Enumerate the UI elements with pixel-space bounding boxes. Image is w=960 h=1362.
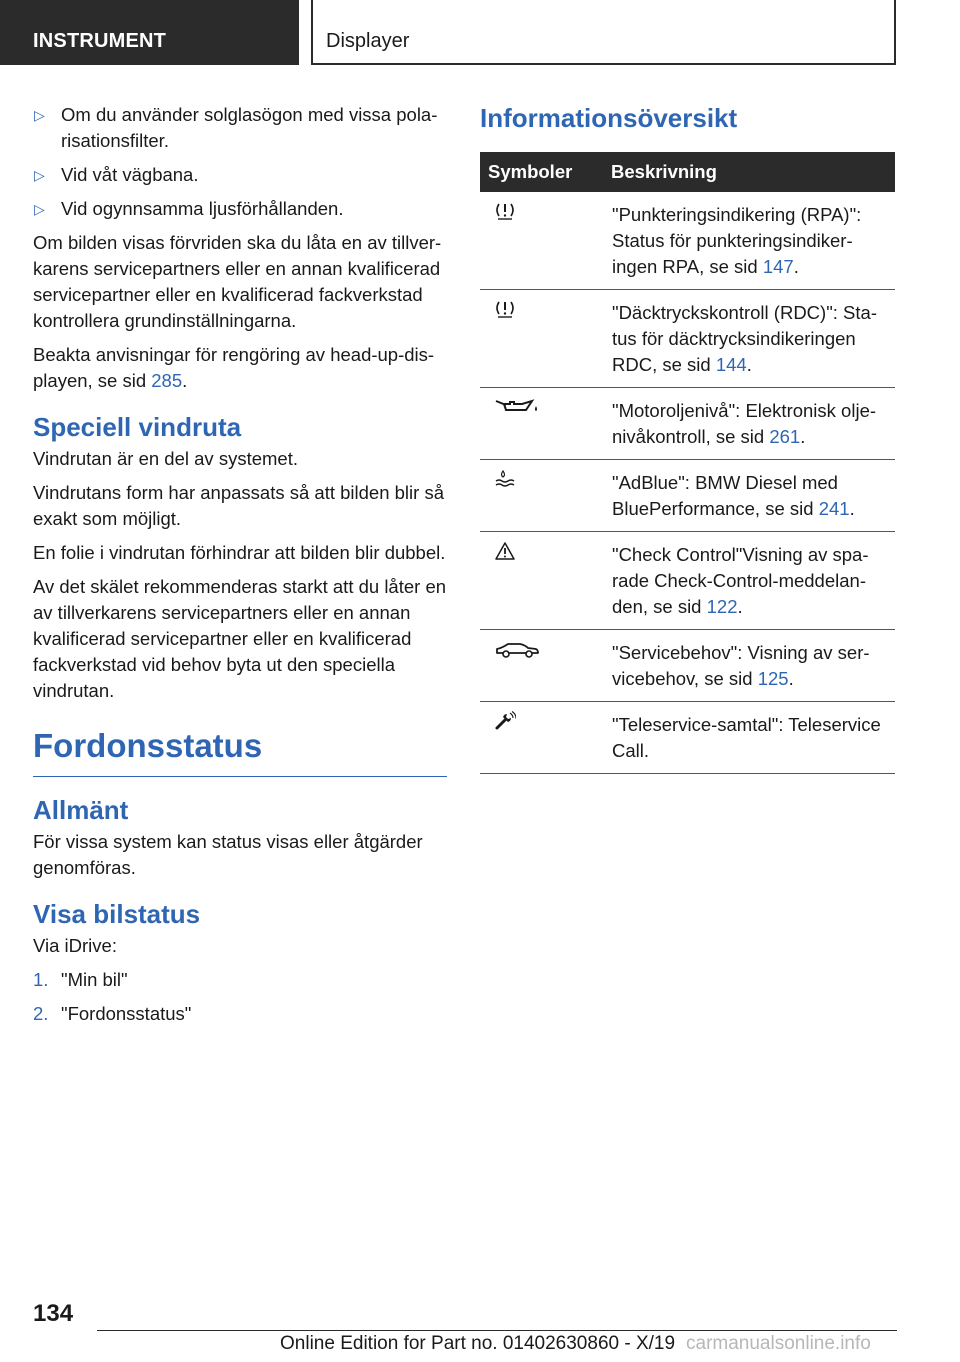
oil-can-icon xyxy=(494,400,540,421)
list-item: ▷ Om du använder solglasögon med vissa polarisationsfilter. xyxy=(34,104,438,151)
heading-fordonsstatus: Fordonsstatus xyxy=(33,726,447,777)
section-title: INSTRUMENT xyxy=(33,30,167,52)
column-header-symbols: Symboler xyxy=(480,152,603,192)
page-link[interactable]: 147 xyxy=(762,256,794,277)
list-item: ▷ Vid ogynnsamma ljusförhållanden. xyxy=(33,196,447,222)
step-text: "Fordonsstatus" xyxy=(61,1003,192,1024)
tire-pressure-warning-icon xyxy=(494,302,516,323)
step-item xyxy=(33,1001,447,1027)
step-number: 1. xyxy=(33,969,49,990)
heading-visa-bilstatus: Visa bilstatus xyxy=(33,899,201,929)
footer-divider xyxy=(97,1330,897,1331)
page-link[interactable]: 144 xyxy=(715,354,747,375)
table-row: "Check Control"Visning av sparade Check-Control-meddelanden, se sid 122. xyxy=(480,532,895,630)
heading-allmant: Allmänt xyxy=(33,795,129,825)
paragraph: Om bilden visas förvriden ska du låta en av tillverkarens servicepartners eller en annan kvalificerad servicepartner eller en kvalificerad fackverkstad kontrollera grundinställningarna. xyxy=(33,232,442,331)
triangle-bullet-icon: ▷ xyxy=(34,201,45,217)
parking-warning-icon xyxy=(494,204,516,225)
page-link[interactable]: 241 xyxy=(818,498,850,519)
list-item: ▷ Vid våt vägbana. xyxy=(33,162,447,188)
paragraph: Beakta anvisningar för rengöring av head-up-displayen, se sid 285. xyxy=(33,344,435,391)
paragraph: För vissa system kan status visas eller åtgärder genomföras. xyxy=(33,831,423,878)
left-column xyxy=(33,102,447,1035)
table-row: "Teleservice-samtal": Teleservice Call. xyxy=(480,702,895,774)
column-header-description: Beskrivning xyxy=(603,152,895,192)
page-link[interactable]: 261 xyxy=(769,426,801,447)
right-column xyxy=(480,100,895,774)
heading-speciell-vindruta: Speciell vindruta xyxy=(33,412,242,442)
edition-text: Online Edition for Part no. 01402630860 - X/19 xyxy=(280,1333,676,1354)
section-tab xyxy=(0,0,299,65)
table-row: "AdBlue": BMW Diesel med BluePerformance, se sid 241. xyxy=(480,460,895,532)
triangle-bullet-icon: ▷ xyxy=(34,107,45,123)
warning-triangle-icon xyxy=(494,544,516,565)
paragraph: Vindrutan är en del av systemet. xyxy=(33,448,298,469)
paragraph: Via iDrive: xyxy=(33,935,117,956)
table-row: "Däcktryckskontroll (RDC)": Status för däcktrycksindikeringen RDC, se sid 144. xyxy=(480,290,895,388)
step-number: 2. xyxy=(33,1003,49,1024)
wrench-signal-icon xyxy=(494,714,516,735)
paragraph: Vindrutans form har anpassats så att bilden blir så exakt som möjligt. xyxy=(33,482,444,529)
table-row: "Punkteringsindikering (RPA)": Status för punkteringsindikeringen RPA, se sid 147. xyxy=(480,192,895,290)
triangle-bullet-icon: ▷ xyxy=(34,167,45,183)
table-header xyxy=(480,152,895,192)
step-text: "Min bil" xyxy=(61,969,128,990)
page-link[interactable]: 122 xyxy=(706,596,738,617)
heading-informationsoversikt: Informationsöversikt xyxy=(480,103,738,133)
table-row: "Motoroljenivå": Elektronisk oljenivåkontroll, se sid 261. xyxy=(480,388,895,460)
table-row: "Servicebehov": Visning av servicebehov, se sid 125. xyxy=(480,630,895,702)
watermark: carmanualsonline.info xyxy=(686,1333,871,1354)
paragraph: En folie i vindrutan förhindrar att bilden blir dubbel. xyxy=(33,542,446,563)
paragraph: Av det skälet rekommenderas starkt att du låter en av tillverkarens servicepartners eller en annan kvalificerad servicepartner eller en kvalificerad fackverkstad vid behov byta ut den speciella vindrutan. xyxy=(33,576,447,701)
car-service-icon xyxy=(494,642,540,663)
adblue-icon xyxy=(494,472,516,493)
page-number: 134 xyxy=(33,1300,74,1327)
page-link[interactable]: 125 xyxy=(757,668,789,689)
chapter-tab xyxy=(311,0,896,65)
page-link[interactable]: 285 xyxy=(151,370,183,391)
chapter-title: Displayer xyxy=(326,30,410,52)
step-item xyxy=(33,967,447,993)
symbol-table xyxy=(480,152,895,774)
